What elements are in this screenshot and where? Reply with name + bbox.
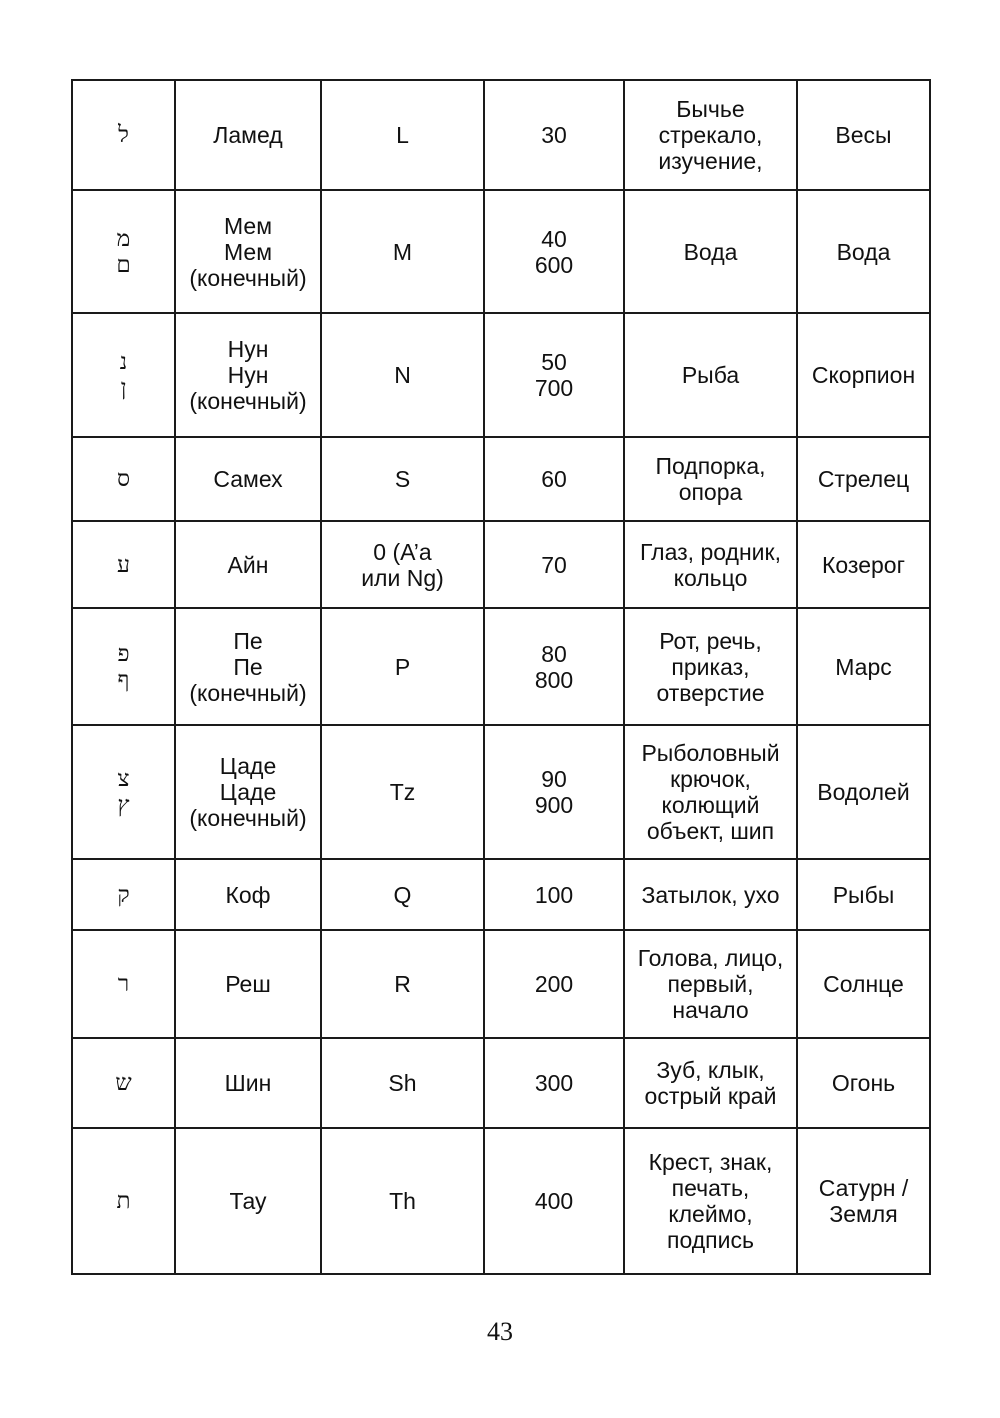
letter-glyph: מ bbox=[116, 225, 131, 252]
transliteration: Sh bbox=[388, 1070, 417, 1096]
letter-name-cell bbox=[175, 859, 321, 930]
astrological-attribution-cell bbox=[797, 313, 930, 437]
numeric-value-cell bbox=[484, 521, 624, 608]
letter-glyph: ף bbox=[117, 666, 130, 693]
meaning-cell bbox=[624, 859, 797, 930]
letter-name: Цаде bbox=[219, 779, 277, 805]
transliteration: P bbox=[394, 653, 411, 680]
numeric-value: 100 bbox=[534, 881, 574, 908]
numeric-value: 70 bbox=[541, 551, 567, 578]
table-row bbox=[72, 313, 930, 437]
page-number: 43 bbox=[487, 1317, 513, 1346]
letter-name: Мем bbox=[223, 212, 273, 239]
astrological-attribution-cell bbox=[797, 80, 930, 190]
numeric-value-cell bbox=[484, 313, 624, 437]
letter-name: (конечный) bbox=[189, 805, 307, 831]
transliteration-cell bbox=[321, 930, 484, 1038]
letter-glyph: ץ bbox=[117, 792, 130, 818]
table-row bbox=[72, 521, 930, 608]
letter-glyph-cell bbox=[72, 930, 175, 1038]
meaning: приказ, bbox=[671, 653, 750, 680]
astrological-attribution: Сатурн / bbox=[818, 1175, 909, 1201]
astrological-attribution: Вода bbox=[836, 238, 891, 265]
meaning: изучение, bbox=[658, 148, 763, 174]
numeric-value: 90 bbox=[541, 766, 567, 792]
astrological-attribution-cell bbox=[797, 521, 930, 608]
letter-glyph: ס bbox=[116, 466, 131, 492]
letter-glyph-cell bbox=[72, 608, 175, 725]
numeric-value-cell bbox=[484, 859, 624, 930]
letter-name: Тау bbox=[229, 1188, 267, 1214]
astrological-attribution: Марс bbox=[835, 653, 892, 680]
letter-glyph: ן bbox=[120, 375, 127, 401]
table-body bbox=[72, 80, 930, 1274]
letter-name: Самех bbox=[213, 466, 283, 492]
letter-glyph: פ bbox=[117, 640, 130, 667]
meaning: Голова, лицо, bbox=[637, 945, 784, 971]
transliteration: M bbox=[392, 238, 413, 265]
table-row bbox=[72, 80, 930, 190]
letter-name: (конечный) bbox=[189, 679, 307, 706]
astrological-attribution-cell bbox=[797, 608, 930, 725]
letter-glyph-cell bbox=[72, 1128, 175, 1274]
transliteration: R bbox=[394, 971, 411, 997]
numeric-value: 40 bbox=[541, 225, 567, 252]
letter-glyph: צ bbox=[117, 766, 130, 792]
meaning: подпись bbox=[667, 1227, 754, 1253]
astrological-attribution: Солнце bbox=[823, 971, 904, 997]
letter-glyph: נ bbox=[119, 349, 128, 375]
letter-glyph: ק bbox=[117, 881, 130, 908]
letter-name: Цаде bbox=[219, 753, 277, 779]
letter-name-cell bbox=[175, 521, 321, 608]
numeric-value-cell bbox=[484, 930, 624, 1038]
table-row bbox=[72, 608, 930, 725]
meaning-cell bbox=[624, 1038, 797, 1128]
astrological-attribution-cell bbox=[797, 930, 930, 1038]
meaning: крючок, bbox=[670, 766, 751, 792]
numeric-value-cell bbox=[484, 80, 624, 190]
meaning-cell bbox=[624, 930, 797, 1038]
meaning-cell bbox=[624, 190, 797, 313]
numeric-value: 60 bbox=[541, 466, 567, 492]
letter-name-cell bbox=[175, 437, 321, 521]
astrological-attribution-cell bbox=[797, 1128, 930, 1274]
astrological-attribution-cell bbox=[797, 437, 930, 521]
meaning-cell bbox=[624, 521, 797, 608]
meaning: колющий bbox=[661, 792, 760, 818]
letter-name-cell bbox=[175, 190, 321, 313]
astrological-attribution: Скорпион bbox=[811, 362, 916, 388]
numeric-value: 300 bbox=[534, 1070, 574, 1096]
astrological-attribution: Земля bbox=[829, 1201, 898, 1227]
astrological-attribution-cell bbox=[797, 859, 930, 930]
letter-glyph-cell bbox=[72, 859, 175, 930]
meaning-cell bbox=[624, 1128, 797, 1274]
astrological-attribution-cell bbox=[797, 190, 930, 313]
letter-name: Айн bbox=[227, 551, 269, 578]
letter-name-cell bbox=[175, 80, 321, 190]
letter-name: Ламед bbox=[213, 122, 283, 148]
letter-glyph-cell bbox=[72, 725, 175, 859]
numeric-value: 50 bbox=[541, 349, 567, 375]
table-row bbox=[72, 859, 930, 930]
table-row bbox=[72, 930, 930, 1038]
letter-name-cell bbox=[175, 1128, 321, 1274]
meaning-cell bbox=[624, 80, 797, 190]
letter-glyph: ש bbox=[115, 1070, 132, 1096]
meaning: Вода bbox=[683, 238, 738, 265]
transliteration-cell bbox=[321, 859, 484, 930]
transliteration-cell bbox=[321, 437, 484, 521]
letter-name: Мем bbox=[223, 238, 273, 265]
astrological-attribution: Огонь bbox=[831, 1070, 896, 1096]
numeric-value: 400 bbox=[534, 1188, 574, 1214]
meaning: опора bbox=[678, 479, 743, 505]
meaning: объект, шип bbox=[646, 818, 775, 844]
letter-name: Нун bbox=[227, 362, 269, 388]
astrological-attribution: Рыбы bbox=[832, 881, 895, 908]
numeric-value-cell bbox=[484, 190, 624, 313]
letter-glyph: ל bbox=[118, 122, 129, 148]
numeric-value-cell bbox=[484, 725, 624, 859]
astrological-attribution: Весы bbox=[835, 122, 892, 148]
meaning: кольцо bbox=[673, 564, 748, 591]
numeric-value-cell bbox=[484, 1038, 624, 1128]
letter-glyph-cell bbox=[72, 437, 175, 521]
transliteration-cell bbox=[321, 1038, 484, 1128]
transliteration: Tz bbox=[389, 779, 416, 805]
table-row bbox=[72, 437, 930, 521]
table-row bbox=[72, 1038, 930, 1128]
numeric-value: 800 bbox=[534, 666, 574, 693]
letter-name: Коф bbox=[225, 881, 271, 908]
meaning: Крест, знак, bbox=[648, 1149, 773, 1175]
letter-name: (конечный) bbox=[189, 388, 307, 414]
astrological-attribution-cell bbox=[797, 725, 930, 859]
letter-name: Пе bbox=[233, 653, 263, 680]
letter-glyph-cell bbox=[72, 313, 175, 437]
meaning: Подпорка, bbox=[655, 453, 766, 479]
letter-glyph: ע bbox=[116, 551, 131, 578]
letter-name: (конечный) bbox=[189, 264, 307, 291]
letter-glyph-cell bbox=[72, 1038, 175, 1128]
letter-name: Шин bbox=[224, 1070, 272, 1096]
letter-name: Пе bbox=[233, 627, 263, 654]
letter-name-cell bbox=[175, 608, 321, 725]
transliteration: Q bbox=[393, 881, 412, 908]
letter-name-cell bbox=[175, 313, 321, 437]
meaning: Бычье bbox=[676, 96, 745, 122]
meaning-cell bbox=[624, 608, 797, 725]
meaning: Затылок, ухо bbox=[641, 881, 780, 908]
letter-name: Реш bbox=[225, 971, 271, 997]
meaning-cell bbox=[624, 725, 797, 859]
astrological-attribution-cell bbox=[797, 1038, 930, 1128]
numeric-value: 600 bbox=[534, 251, 574, 278]
transliteration: S bbox=[394, 466, 411, 492]
numeric-value-cell bbox=[484, 608, 624, 725]
meaning: острый край bbox=[644, 1083, 777, 1109]
numeric-value: 80 bbox=[541, 640, 567, 667]
letter-glyph-cell bbox=[72, 190, 175, 313]
table-row bbox=[72, 1128, 930, 1274]
hebrew-letters-table bbox=[71, 79, 931, 1275]
transliteration-cell bbox=[321, 608, 484, 725]
meaning: клеймо, bbox=[668, 1201, 753, 1227]
transliteration-cell bbox=[321, 190, 484, 313]
letter-name-cell bbox=[175, 930, 321, 1038]
numeric-value: 900 bbox=[534, 792, 574, 818]
meaning: стрекало, bbox=[658, 122, 763, 148]
letter-glyph-cell bbox=[72, 80, 175, 190]
numeric-value: 700 bbox=[534, 375, 574, 401]
meaning: начало bbox=[672, 997, 749, 1023]
numeric-value-cell bbox=[484, 437, 624, 521]
transliteration-cell bbox=[321, 521, 484, 608]
table-row bbox=[72, 725, 930, 859]
transliteration-cell bbox=[321, 1128, 484, 1274]
meaning: печать, bbox=[671, 1175, 750, 1201]
astrological-attribution: Козерог bbox=[822, 551, 905, 578]
meaning: Зуб, клык, bbox=[656, 1057, 765, 1083]
letter-name-cell bbox=[175, 725, 321, 859]
meaning: Глаз, родник, bbox=[640, 538, 781, 565]
transliteration-cell bbox=[321, 725, 484, 859]
meaning: Рыболовный bbox=[641, 740, 780, 766]
astrological-attribution: Стрелец bbox=[817, 466, 910, 492]
letter-glyph: ם bbox=[116, 251, 131, 278]
transliteration: L bbox=[396, 122, 409, 148]
letter-name: Нун bbox=[227, 336, 269, 362]
table-row bbox=[72, 190, 930, 313]
numeric-value: 30 bbox=[541, 122, 567, 148]
meaning: Рыба bbox=[681, 362, 740, 388]
meaning-cell bbox=[624, 437, 797, 521]
transliteration: 0 (A’a bbox=[373, 538, 432, 565]
letter-glyph: ר bbox=[117, 971, 130, 997]
astrological-attribution: Водолей bbox=[817, 779, 910, 805]
meaning: Рот, речь, bbox=[659, 627, 762, 654]
transliteration: N bbox=[394, 362, 411, 388]
meaning: первый, bbox=[667, 971, 754, 997]
transliteration: или Ng) bbox=[361, 564, 444, 591]
meaning-cell bbox=[624, 313, 797, 437]
numeric-value: 200 bbox=[534, 971, 574, 997]
transliteration-cell bbox=[321, 80, 484, 190]
transliteration: Th bbox=[389, 1188, 416, 1214]
letter-glyph: ת bbox=[116, 1188, 131, 1214]
letter-name-cell bbox=[175, 1038, 321, 1128]
numeric-value-cell bbox=[484, 1128, 624, 1274]
meaning: отверстие bbox=[656, 679, 765, 706]
transliteration-cell bbox=[321, 313, 484, 437]
letter-glyph-cell bbox=[72, 521, 175, 608]
